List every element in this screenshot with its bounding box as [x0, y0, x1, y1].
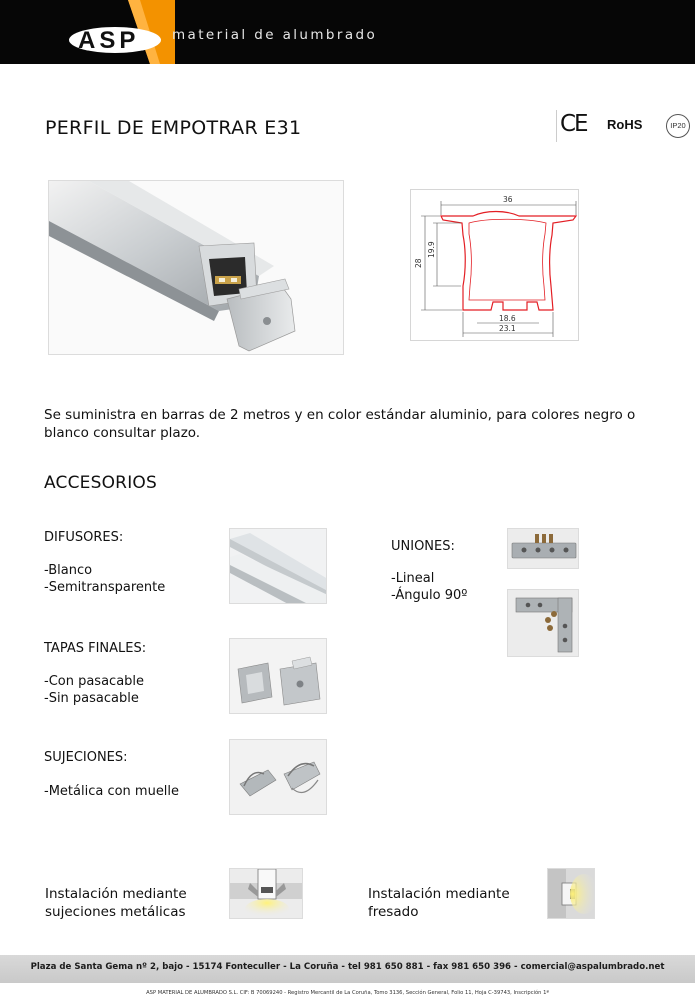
difusores-heading: DIFUSORES: — [44, 530, 124, 545]
ip20-mark: IP20 — [666, 114, 690, 138]
tapas-item-con-pasacable: -Con pasacable — [44, 674, 145, 689]
uniones-item-lineal: -Lineal — [391, 571, 435, 586]
uniones-item-angulo: -Ángulo 90º — [391, 588, 468, 603]
certification-logos — [556, 108, 691, 142]
dim-width-base: 23.1 — [499, 324, 516, 333]
rohs-mark: RoHS — [607, 117, 643, 132]
install-fresado-diagram — [547, 868, 595, 919]
ce-mark: CE — [560, 111, 587, 137]
technical-drawing — [410, 189, 579, 341]
dim-height-total: 28 — [414, 258, 423, 268]
install-metalicas-diagram — [229, 868, 303, 919]
tagline: material de alumbrado — [172, 27, 378, 43]
dim-height-inner: 19.9 — [427, 241, 436, 258]
sujeciones-photo — [229, 739, 327, 815]
logo-text: ASP — [78, 27, 140, 54]
product-description: Se suministra en barras de 2 metros y en color estándar aluminio, para colores negro o blanco consultar plazo. — [44, 407, 636, 441]
dim-width-top: 36 — [503, 195, 513, 204]
union-angulo-photo — [507, 589, 579, 657]
accessories-title: ACCESORIOS — [44, 473, 157, 493]
tapas-photo — [229, 638, 327, 714]
cert-divider — [556, 110, 557, 142]
uniones-heading: UNIONES: — [391, 539, 455, 554]
profile-photo-illustration — [49, 181, 344, 355]
install-metalicas-line2: sujeciones metálicas — [45, 904, 186, 920]
dim-width-inner: 18.6 — [499, 314, 516, 323]
sujeciones-item-metalica: -Metálica con muelle — [44, 784, 180, 799]
asp-logo — [0, 0, 175, 64]
tapas-heading: TAPAS FINALES: — [44, 641, 147, 656]
tapas-item-sin-pasacable: -Sin pasacable — [44, 691, 139, 706]
difusores-item-blanco: -Blanco — [44, 563, 93, 578]
union-lineal-photo — [507, 528, 579, 569]
footer-legal: ASP MATERIAL DE ALUMBRADO S.L. CIF: B 70069240 - Registro Mercantil de La Coruña, Tomo 3136, Sección General, Folio 11, Hoja C-39743, Inscripción 1ª — [146, 990, 549, 996]
profile-photo — [48, 180, 344, 355]
sujeciones-heading: SUJECIONES: — [44, 750, 128, 765]
footer-contact: Plaza de Santa Gema nº 2, bajo - 15174 Fonteculler - La Coruña - tel 981 650 881 - fax 981 650 396 - comercial@aspalumbrado.net — [30, 962, 665, 972]
page-title: PERFIL DE EMPOTRAR E31 — [45, 117, 302, 139]
install-fresado-line2: fresado — [368, 904, 419, 920]
page-header — [0, 0, 695, 64]
difusores-photo — [229, 528, 327, 604]
difusores-item-semitransparente: -Semitransparente — [44, 580, 166, 595]
install-metalicas-line1: Instalación mediante — [45, 886, 187, 902]
profile-cross-section — [411, 190, 578, 340]
install-fresado-line1: Instalación mediante — [368, 886, 510, 902]
